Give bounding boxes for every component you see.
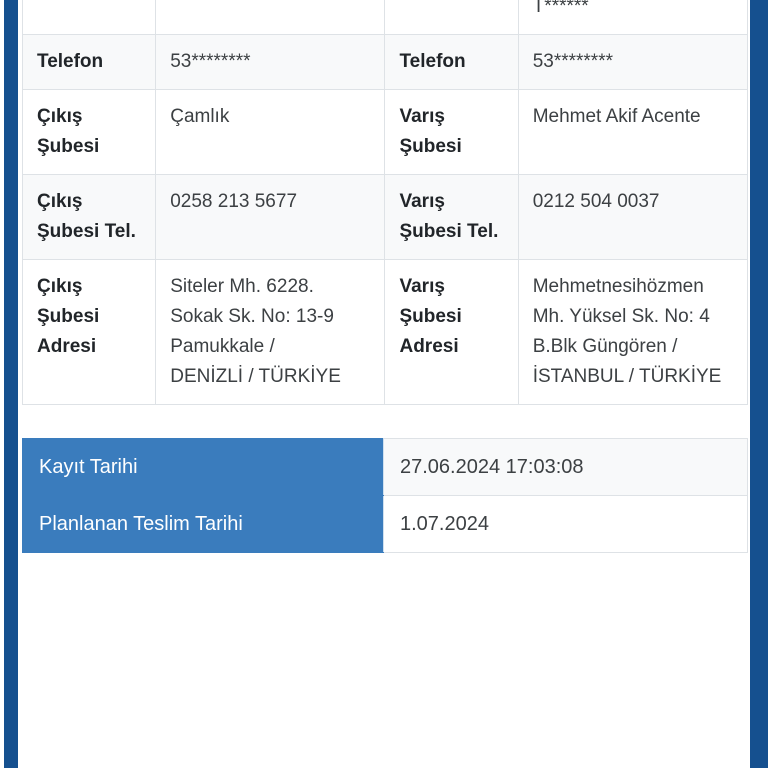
value-lines — [170, 272, 370, 392]
value-lines — [170, 47, 370, 77]
row-label-left: Çıkış Şubesi Tel. — [23, 175, 156, 260]
value-line: Pamukkale / — [170, 336, 275, 358]
value-lines — [533, 47, 733, 77]
left-accent-rail — [4, 0, 18, 768]
shipment-date-body — [23, 439, 748, 553]
row-label-left: Telefon — [23, 35, 156, 90]
row-label-right: Varış Şubesi Tel. — [385, 175, 518, 260]
value-line: Çamlık — [170, 106, 230, 128]
value-line: İSTANBUL / TÜRKİYE — [532, 366, 722, 388]
value-line: Mehmet Akif Acente — [532, 106, 701, 128]
row-label-left: Çıkış Şubesi Adresi — [23, 260, 156, 405]
shipment-detail-table — [22, 0, 748, 405]
date-label: Kayıt Tarihi — [23, 439, 384, 496]
value-lines — [170, 102, 370, 132]
date-value: 27.06.2024 17:03:08 — [384, 439, 748, 496]
table-row — [23, 90, 748, 175]
value-lines — [533, 272, 733, 392]
value-lines — [170, 187, 370, 217]
row-value-left — [156, 260, 385, 405]
right-accent-rail — [750, 0, 768, 768]
shipment-date-table — [22, 438, 748, 553]
row-value-right — [518, 260, 747, 405]
row-value-left — [156, 90, 385, 175]
table-row — [23, 175, 748, 260]
value-line: 53******** — [170, 51, 251, 73]
value-line: Mehmetnesihözmen — [532, 276, 704, 298]
value-line: DENİZLİ / TÜRKİYE — [170, 366, 341, 388]
row-value-right — [518, 0, 747, 35]
value-line: 0258 213 5677 — [170, 191, 298, 213]
row-value-right — [518, 175, 747, 260]
row-label-left — [23, 0, 156, 35]
row-label-left: Çıkış Şubesi — [23, 90, 156, 175]
row-value-left — [156, 0, 385, 35]
date-value: 1.07.2024 — [384, 496, 748, 553]
date-row — [23, 496, 748, 553]
value-lines — [533, 102, 733, 132]
row-value-right — [518, 90, 747, 175]
row-value-left — [156, 175, 385, 260]
row-value-right — [518, 35, 747, 90]
value-lines — [533, 0, 733, 22]
row-label-right — [385, 0, 518, 35]
table-row — [23, 35, 748, 90]
date-label: Planlanan Teslim Tarihi — [23, 496, 384, 553]
value-lines — [533, 187, 733, 217]
value-line: 53******** — [532, 51, 613, 73]
shipment-detail-body — [23, 0, 748, 405]
row-label-right: Varış Şubesi Adresi — [385, 260, 518, 405]
value-line: B.Blk Güngören / — [532, 336, 678, 358]
table-row — [23, 0, 748, 35]
row-label-right: Varış Şubesi — [385, 90, 518, 175]
table-row — [23, 260, 748, 405]
date-row — [23, 439, 748, 496]
content-area — [22, 0, 748, 620]
value-line: T****** — [532, 0, 589, 18]
value-line: Siteler Mh. 6228. — [170, 276, 314, 298]
value-line: Sokak Sk. No: 13-9 — [170, 306, 334, 328]
section-spacer — [22, 405, 748, 438]
value-line: Mh. Yüksel Sk. No: 4 — [532, 306, 710, 328]
value-line: 0212 504 0037 — [532, 191, 660, 213]
row-value-left — [156, 35, 385, 90]
row-label-right: Telefon — [385, 35, 518, 90]
